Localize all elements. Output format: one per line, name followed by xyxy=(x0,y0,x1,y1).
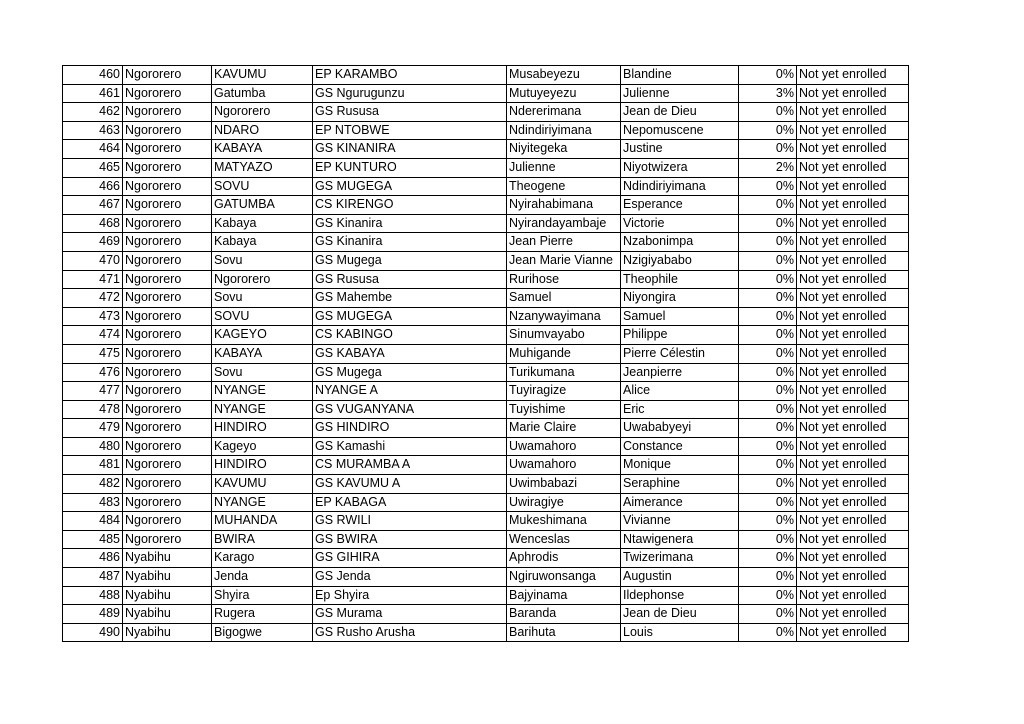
first-name-cell: Uwababyeyi xyxy=(621,419,739,438)
table-row xyxy=(63,233,909,252)
school-cell: EP KARAMBO xyxy=(313,66,507,85)
table-row xyxy=(63,419,909,438)
row-number-cell: 486 xyxy=(63,549,123,568)
row-number-cell: 484 xyxy=(63,512,123,531)
district-cell: Ngororero xyxy=(123,400,212,419)
row-number-cell: 461 xyxy=(63,84,123,103)
sector-cell: NYANGE xyxy=(212,382,313,401)
sector-cell: Sovu xyxy=(212,251,313,270)
table-row xyxy=(63,307,909,326)
table-row xyxy=(63,121,909,140)
progress-cell: 0% xyxy=(739,326,797,345)
table-row xyxy=(63,605,909,624)
row-number-cell: 487 xyxy=(63,568,123,587)
surname-cell: Bajyinama xyxy=(507,586,621,605)
sector-cell: KABAYA xyxy=(212,344,313,363)
district-cell: Ngororero xyxy=(123,307,212,326)
first-name-cell: Julienne xyxy=(621,84,739,103)
sector-cell: NYANGE xyxy=(212,493,313,512)
table-row xyxy=(63,363,909,382)
progress-cell: 0% xyxy=(739,437,797,456)
status-cell: Not yet enrolled xyxy=(797,456,909,475)
surname-cell: Julienne xyxy=(507,158,621,177)
school-cell: GS KABAYA xyxy=(313,344,507,363)
surname-cell: Baranda xyxy=(507,605,621,624)
school-cell: GS VUGANYANA xyxy=(313,400,507,419)
row-number-cell: 485 xyxy=(63,530,123,549)
district-cell: Ngororero xyxy=(123,437,212,456)
status-cell: Not yet enrolled xyxy=(797,400,909,419)
table-row xyxy=(63,456,909,475)
surname-cell: Ndindiriyimana xyxy=(507,121,621,140)
first-name-cell: Justine xyxy=(621,140,739,159)
school-cell: GS Mahembe xyxy=(313,289,507,308)
row-number-cell: 462 xyxy=(63,103,123,122)
sector-cell: BWIRA xyxy=(212,530,313,549)
progress-cell: 0% xyxy=(739,605,797,624)
table-row xyxy=(63,437,909,456)
district-cell: Ngororero xyxy=(123,66,212,85)
district-cell: Ngororero xyxy=(123,363,212,382)
row-number-cell: 466 xyxy=(63,177,123,196)
table-row xyxy=(63,289,909,308)
surname-cell: Rurihose xyxy=(507,270,621,289)
surname-cell: Wenceslas xyxy=(507,530,621,549)
sector-cell: KAVUMU xyxy=(212,475,313,494)
row-number-cell: 465 xyxy=(63,158,123,177)
status-cell: Not yet enrolled xyxy=(797,84,909,103)
district-cell: Ngororero xyxy=(123,158,212,177)
surname-cell: Tuyishime xyxy=(507,400,621,419)
district-cell: Nyabihu xyxy=(123,586,212,605)
sector-cell: KAVUMU xyxy=(212,66,313,85)
row-number-cell: 460 xyxy=(63,66,123,85)
progress-cell: 0% xyxy=(739,251,797,270)
status-cell: Not yet enrolled xyxy=(797,140,909,159)
row-number-cell: 475 xyxy=(63,344,123,363)
status-cell: Not yet enrolled xyxy=(797,530,909,549)
enrollment-table xyxy=(62,65,909,642)
district-cell: Ngororero xyxy=(123,177,212,196)
table-row xyxy=(63,196,909,215)
surname-cell: Nyirahabimana xyxy=(507,196,621,215)
first-name-cell: Ntawigenera xyxy=(621,530,739,549)
status-cell: Not yet enrolled xyxy=(797,66,909,85)
school-cell: GS RWILI xyxy=(313,512,507,531)
sector-cell: MATYAZO xyxy=(212,158,313,177)
surname-cell: Uwamahoro xyxy=(507,456,621,475)
district-cell: Ngororero xyxy=(123,326,212,345)
progress-cell: 0% xyxy=(739,363,797,382)
district-cell: Ngororero xyxy=(123,530,212,549)
surname-cell: Barihuta xyxy=(507,623,621,642)
school-cell: EP KABAGA xyxy=(313,493,507,512)
row-number-cell: 477 xyxy=(63,382,123,401)
sector-cell: Jenda xyxy=(212,568,313,587)
table-row xyxy=(63,568,909,587)
progress-cell: 0% xyxy=(739,214,797,233)
sector-cell: Kabaya xyxy=(212,214,313,233)
row-number-cell: 467 xyxy=(63,196,123,215)
surname-cell: Nzanywayimana xyxy=(507,307,621,326)
first-name-cell: Philippe xyxy=(621,326,739,345)
status-cell: Not yet enrolled xyxy=(797,568,909,587)
row-number-cell: 463 xyxy=(63,121,123,140)
status-cell: Not yet enrolled xyxy=(797,289,909,308)
school-cell: GS HINDIRO xyxy=(313,419,507,438)
table-row xyxy=(63,214,909,233)
row-number-cell: 481 xyxy=(63,456,123,475)
row-number-cell: 490 xyxy=(63,623,123,642)
school-cell: CS KABINGO xyxy=(313,326,507,345)
status-cell: Not yet enrolled xyxy=(797,382,909,401)
status-cell: Not yet enrolled xyxy=(797,475,909,494)
row-number-cell: 482 xyxy=(63,475,123,494)
progress-cell: 0% xyxy=(739,456,797,475)
status-cell: Not yet enrolled xyxy=(797,549,909,568)
row-number-cell: 473 xyxy=(63,307,123,326)
row-number-cell: 468 xyxy=(63,214,123,233)
school-cell: GS Murama xyxy=(313,605,507,624)
row-number-cell: 476 xyxy=(63,363,123,382)
sector-cell: Bigogwe xyxy=(212,623,313,642)
row-number-cell: 469 xyxy=(63,233,123,252)
first-name-cell: Nzabonimpa xyxy=(621,233,739,252)
status-cell: Not yet enrolled xyxy=(797,493,909,512)
first-name-cell: Alice xyxy=(621,382,739,401)
surname-cell: Mukeshimana xyxy=(507,512,621,531)
status-cell: Not yet enrolled xyxy=(797,214,909,233)
district-cell: Ngororero xyxy=(123,196,212,215)
surname-cell: Nyirandayambaje xyxy=(507,214,621,233)
school-cell: NYANGE A xyxy=(313,382,507,401)
sector-cell: MUHANDA xyxy=(212,512,313,531)
district-cell: Ngororero xyxy=(123,382,212,401)
school-cell: GS MUGEGA xyxy=(313,177,507,196)
sector-cell: HINDIRO xyxy=(212,419,313,438)
table-row xyxy=(63,251,909,270)
sector-cell: Ngororero xyxy=(212,270,313,289)
school-cell: EP NTOBWE xyxy=(313,121,507,140)
school-cell: GS Mugega xyxy=(313,363,507,382)
first-name-cell: Monique xyxy=(621,456,739,475)
district-cell: Ngororero xyxy=(123,84,212,103)
surname-cell: Mutuyeyezu xyxy=(507,84,621,103)
surname-cell: Jean Marie Vianne xyxy=(507,251,621,270)
progress-cell: 0% xyxy=(739,233,797,252)
surname-cell: Ngiruwonsanga xyxy=(507,568,621,587)
school-cell: GS MUGEGA xyxy=(313,307,507,326)
status-cell: Not yet enrolled xyxy=(797,363,909,382)
school-cell: GS KINANIRA xyxy=(313,140,507,159)
row-number-cell: 470 xyxy=(63,251,123,270)
district-cell: Ngororero xyxy=(123,214,212,233)
district-cell: Ngororero xyxy=(123,121,212,140)
table-row xyxy=(63,400,909,419)
table-row xyxy=(63,549,909,568)
progress-cell: 0% xyxy=(739,177,797,196)
first-name-cell: Aimerance xyxy=(621,493,739,512)
surname-cell: Ndererimana xyxy=(507,103,621,122)
status-cell: Not yet enrolled xyxy=(797,419,909,438)
status-cell: Not yet enrolled xyxy=(797,623,909,642)
district-cell: Ngororero xyxy=(123,456,212,475)
progress-cell: 0% xyxy=(739,549,797,568)
district-cell: Nyabihu xyxy=(123,549,212,568)
surname-cell: Sinumvayabo xyxy=(507,326,621,345)
school-cell: GS Kinanira xyxy=(313,233,507,252)
surname-cell: Turikumana xyxy=(507,363,621,382)
school-cell: GS Ngurugunzu xyxy=(313,84,507,103)
first-name-cell: Samuel xyxy=(621,307,739,326)
surname-cell: Muhigande xyxy=(507,344,621,363)
district-cell: Ngororero xyxy=(123,289,212,308)
surname-cell: Uwimbabazi xyxy=(507,475,621,494)
progress-cell: 0% xyxy=(739,586,797,605)
first-name-cell: Twizerimana xyxy=(621,549,739,568)
progress-cell: 0% xyxy=(739,400,797,419)
district-cell: Ngororero xyxy=(123,251,212,270)
status-cell: Not yet enrolled xyxy=(797,177,909,196)
progress-cell: 0% xyxy=(739,568,797,587)
school-cell: GS Rusho Arusha xyxy=(313,623,507,642)
table-row xyxy=(63,623,909,642)
first-name-cell: Jean de Dieu xyxy=(621,103,739,122)
sector-cell: Kabaya xyxy=(212,233,313,252)
progress-cell: 0% xyxy=(739,530,797,549)
school-cell: GS Rususa xyxy=(313,270,507,289)
table-row xyxy=(63,512,909,531)
school-cell: GS KAVUMU A xyxy=(313,475,507,494)
first-name-cell: Theophile xyxy=(621,270,739,289)
table-row xyxy=(63,326,909,345)
table-row xyxy=(63,586,909,605)
first-name-cell: Jeanpierre xyxy=(621,363,739,382)
district-cell: Nyabihu xyxy=(123,568,212,587)
progress-cell: 0% xyxy=(739,512,797,531)
sector-cell: HINDIRO xyxy=(212,456,313,475)
first-name-cell: Seraphine xyxy=(621,475,739,494)
sector-cell: Karago xyxy=(212,549,313,568)
table-row xyxy=(63,270,909,289)
row-number-cell: 478 xyxy=(63,400,123,419)
progress-cell: 0% xyxy=(739,103,797,122)
row-number-cell: 483 xyxy=(63,493,123,512)
sector-cell: Rugera xyxy=(212,605,313,624)
surname-cell: Samuel xyxy=(507,289,621,308)
row-number-cell: 480 xyxy=(63,437,123,456)
progress-cell: 0% xyxy=(739,623,797,642)
progress-cell: 3% xyxy=(739,84,797,103)
school-cell: GS Mugega xyxy=(313,251,507,270)
school-cell: EP KUNTURO xyxy=(313,158,507,177)
first-name-cell: Pierre Célestin xyxy=(621,344,739,363)
sector-cell: Gatumba xyxy=(212,84,313,103)
first-name-cell: Louis xyxy=(621,623,739,642)
table-row xyxy=(63,382,909,401)
school-cell: GS Kinanira xyxy=(313,214,507,233)
school-cell: GS GIHIRA xyxy=(313,549,507,568)
school-cell: CS MURAMBA A xyxy=(313,456,507,475)
first-name-cell: Ndindiriyimana xyxy=(621,177,739,196)
status-cell: Not yet enrolled xyxy=(797,344,909,363)
first-name-cell: Jean de Dieu xyxy=(621,605,739,624)
district-cell: Ngororero xyxy=(123,493,212,512)
school-cell: GS Jenda xyxy=(313,568,507,587)
surname-cell: Uwiragiye xyxy=(507,493,621,512)
sector-cell: Shyira xyxy=(212,586,313,605)
table-row xyxy=(63,344,909,363)
status-cell: Not yet enrolled xyxy=(797,437,909,456)
school-cell: GS Kamashi xyxy=(313,437,507,456)
progress-cell: 0% xyxy=(739,344,797,363)
sector-cell: KAGEYO xyxy=(212,326,313,345)
table-row xyxy=(63,530,909,549)
table-row xyxy=(63,103,909,122)
progress-cell: 0% xyxy=(739,140,797,159)
sector-cell: NYANGE xyxy=(212,400,313,419)
row-number-cell: 488 xyxy=(63,586,123,605)
district-cell: Ngororero xyxy=(123,512,212,531)
first-name-cell: Ildephonse xyxy=(621,586,739,605)
status-cell: Not yet enrolled xyxy=(797,121,909,140)
sector-cell: NDARO xyxy=(212,121,313,140)
status-cell: Not yet enrolled xyxy=(797,270,909,289)
progress-cell: 0% xyxy=(739,66,797,85)
status-cell: Not yet enrolled xyxy=(797,103,909,122)
sector-cell: Sovu xyxy=(212,289,313,308)
district-cell: Ngororero xyxy=(123,419,212,438)
sector-cell: Kageyo xyxy=(212,437,313,456)
progress-cell: 0% xyxy=(739,307,797,326)
status-cell: Not yet enrolled xyxy=(797,326,909,345)
first-name-cell: Augustin xyxy=(621,568,739,587)
row-number-cell: 464 xyxy=(63,140,123,159)
district-cell: Nyabihu xyxy=(123,623,212,642)
surname-cell: Theogene xyxy=(507,177,621,196)
sector-cell: SOVU xyxy=(212,307,313,326)
progress-cell: 0% xyxy=(739,270,797,289)
first-name-cell: Constance xyxy=(621,437,739,456)
row-number-cell: 471 xyxy=(63,270,123,289)
status-cell: Not yet enrolled xyxy=(797,158,909,177)
first-name-cell: Niyongira xyxy=(621,289,739,308)
status-cell: Not yet enrolled xyxy=(797,196,909,215)
table-row xyxy=(63,177,909,196)
table-body xyxy=(63,66,909,642)
row-number-cell: 474 xyxy=(63,326,123,345)
first-name-cell: Eric xyxy=(621,400,739,419)
district-cell: Ngororero xyxy=(123,475,212,494)
first-name-cell: Nzigiyababo xyxy=(621,251,739,270)
sector-cell: Ngororero xyxy=(212,103,313,122)
status-cell: Not yet enrolled xyxy=(797,307,909,326)
first-name-cell: Victorie xyxy=(621,214,739,233)
surname-cell: Marie Claire xyxy=(507,419,621,438)
progress-cell: 0% xyxy=(739,196,797,215)
status-cell: Not yet enrolled xyxy=(797,512,909,531)
progress-cell: 2% xyxy=(739,158,797,177)
table-row xyxy=(63,475,909,494)
row-number-cell: 489 xyxy=(63,605,123,624)
row-number-cell: 479 xyxy=(63,419,123,438)
first-name-cell: Niyotwizera xyxy=(621,158,739,177)
district-cell: Nyabihu xyxy=(123,605,212,624)
sector-cell: SOVU xyxy=(212,177,313,196)
school-cell: CS KIRENGO xyxy=(313,196,507,215)
status-cell: Not yet enrolled xyxy=(797,605,909,624)
status-cell: Not yet enrolled xyxy=(797,233,909,252)
district-cell: Ngororero xyxy=(123,270,212,289)
table-row xyxy=(63,84,909,103)
surname-cell: Jean Pierre xyxy=(507,233,621,252)
district-cell: Ngororero xyxy=(123,103,212,122)
school-cell: GS BWIRA xyxy=(313,530,507,549)
progress-cell: 0% xyxy=(739,475,797,494)
school-cell: GS Rususa xyxy=(313,103,507,122)
progress-cell: 0% xyxy=(739,289,797,308)
sector-cell: GATUMBA xyxy=(212,196,313,215)
table-row xyxy=(63,158,909,177)
table-row xyxy=(63,140,909,159)
first-name-cell: Vivianne xyxy=(621,512,739,531)
surname-cell: Uwamahoro xyxy=(507,437,621,456)
first-name-cell: Blandine xyxy=(621,66,739,85)
status-cell: Not yet enrolled xyxy=(797,586,909,605)
status-cell: Not yet enrolled xyxy=(797,251,909,270)
first-name-cell: Esperance xyxy=(621,196,739,215)
table-row xyxy=(63,66,909,85)
surname-cell: Musabeyezu xyxy=(507,66,621,85)
first-name-cell: Nepomuscene xyxy=(621,121,739,140)
table-row xyxy=(63,493,909,512)
district-cell: Ngororero xyxy=(123,233,212,252)
sector-cell: Sovu xyxy=(212,363,313,382)
row-number-cell: 472 xyxy=(63,289,123,308)
surname-cell: Tuyiragize xyxy=(507,382,621,401)
progress-cell: 0% xyxy=(739,493,797,512)
progress-cell: 0% xyxy=(739,419,797,438)
district-cell: Ngororero xyxy=(123,344,212,363)
district-cell: Ngororero xyxy=(123,140,212,159)
progress-cell: 0% xyxy=(739,382,797,401)
surname-cell: Aphrodis xyxy=(507,549,621,568)
school-cell: Ep Shyira xyxy=(313,586,507,605)
sector-cell: KABAYA xyxy=(212,140,313,159)
surname-cell: Niyitegeka xyxy=(507,140,621,159)
progress-cell: 0% xyxy=(739,121,797,140)
